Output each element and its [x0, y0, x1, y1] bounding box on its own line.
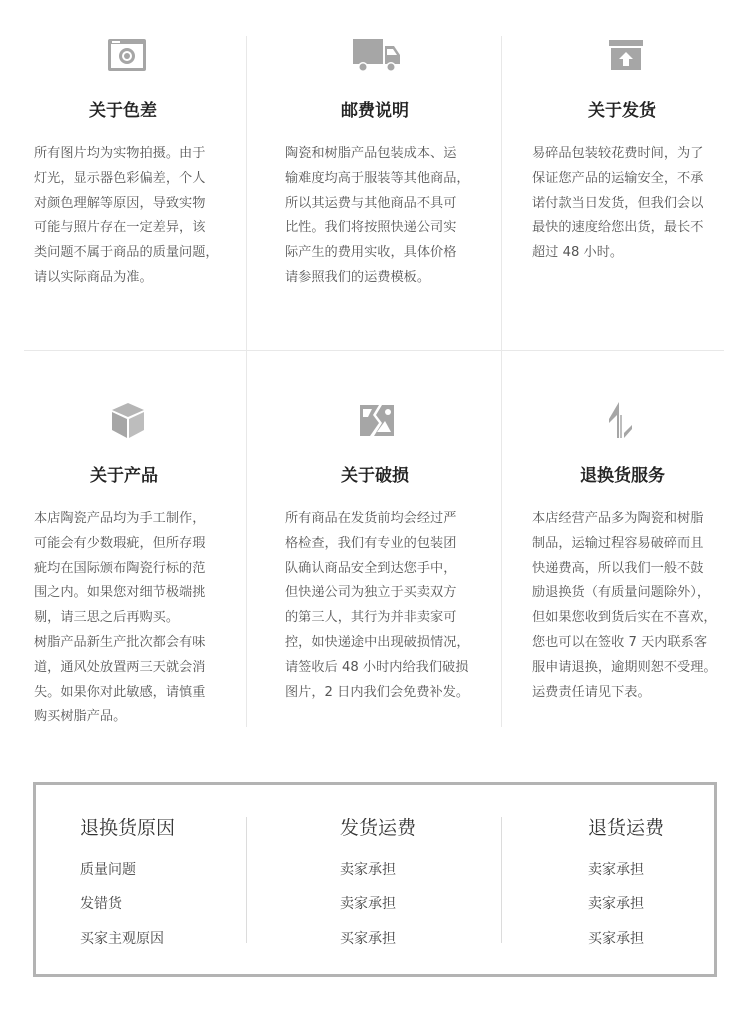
section-title: 关于色差: [89, 101, 157, 121]
table-cell: 卖家承担: [340, 862, 396, 878]
section-title: 关于发货: [588, 101, 656, 121]
broken-item-icon: [357, 401, 397, 439]
section-body: 本店陶瓷产品均为手工制作， 可能会有少数瑕疵，但所存瑕 疵均在国际颁布陶瓷行标的范 围之内。如果您对细节极端挑 剔，请三思之后再购买。 树脂产品新生产批次都会有味 道，通风处放置两三天就会消 失。如果你对此敏感，请慎重 购买树脂产品。: [34, 511, 206, 725]
table-cell: 质量问题: [80, 862, 136, 878]
freight-responsibility-table: [33, 782, 717, 977]
section-product: [24, 351, 246, 727]
section-body: 易碎品包装较花费时间，为了 保证您产品的运输安全，不承 诺付款当日发货，但我们会以 最快的速度给您出货，最长不 超过 48 小时。: [532, 146, 704, 261]
section-color-difference: [24, 36, 246, 350]
column-header: 发货运费: [340, 817, 417, 839]
section-return-service: [501, 351, 724, 727]
column-divider: [501, 817, 502, 943]
table-cell: 买家承担: [588, 931, 644, 947]
exchange-arrows-icon: [604, 401, 644, 439]
info-row-2: [24, 351, 724, 727]
column-divider: [246, 817, 247, 943]
section-postage: [246, 36, 501, 350]
camera-icon: [107, 36, 147, 74]
section-title: 关于产品: [90, 466, 158, 486]
table-cell: 发错货: [80, 896, 122, 912]
section-shipping: [501, 36, 724, 350]
section-title: 退换货服务: [580, 466, 665, 486]
product-cube-icon: [108, 401, 148, 439]
table-cell: 卖家承担: [340, 896, 396, 912]
shipping-box-icon: [606, 36, 646, 74]
section-body: 陶瓷和树脂产品包装成本、运 输难度均高于服装等其他商品， 所以其运费与其他商品不具可 比性。我们将按照快递公司实 际产生的费用实收，具体价格 请参照我们的运费模板。: [285, 146, 470, 285]
table-cell: 卖家承担: [588, 862, 644, 878]
info-grid: [24, 36, 724, 727]
column-header: 退货运费: [588, 817, 665, 839]
table-cell: 买家主观原因: [80, 931, 164, 947]
column-header: 退换货原因: [80, 817, 176, 839]
section-body: 所有图片均为实物拍摄。由于 灯光，显示器色彩偏差，个人 对颜色理解等原因，导致实物 可能与照片存在一定差异，该 类问题不属于商品的质量问题， 请以实际商品为准。: [34, 146, 219, 285]
info-row-1: [24, 36, 724, 351]
table-cell: 买家承担: [340, 931, 396, 947]
section-body: 所有商品在发货前均会经过严 格检查，我们有专业的包装团 队确认商品安全到达您手中， 但快递公司为独立于买卖双方 的第三人，其行为并非卖家可 控，如快递途中出现破损情况， 请签收后 48 小时内给我们破损 图片，2 日内我们会免费补发。: [285, 511, 470, 700]
section-damage: [246, 351, 501, 727]
section-body: 本店经营产品多为陶瓷和树脂 制品，运输过程容易破碎而且 快递费高，所以我们一般不鼓 励退换货（有质量问题除外）， 但如果您收到货后实在不喜欢， 您也可以在签收 7 天内联系客 服申请退换，逾期则恕不受理。 运费责任请见下表。: [532, 511, 717, 700]
table-cell: 卖家承担: [588, 896, 644, 912]
section-title: 邮费说明: [341, 101, 409, 121]
section-title: 关于破损: [341, 466, 409, 486]
delivery-truck-icon: [353, 36, 401, 74]
